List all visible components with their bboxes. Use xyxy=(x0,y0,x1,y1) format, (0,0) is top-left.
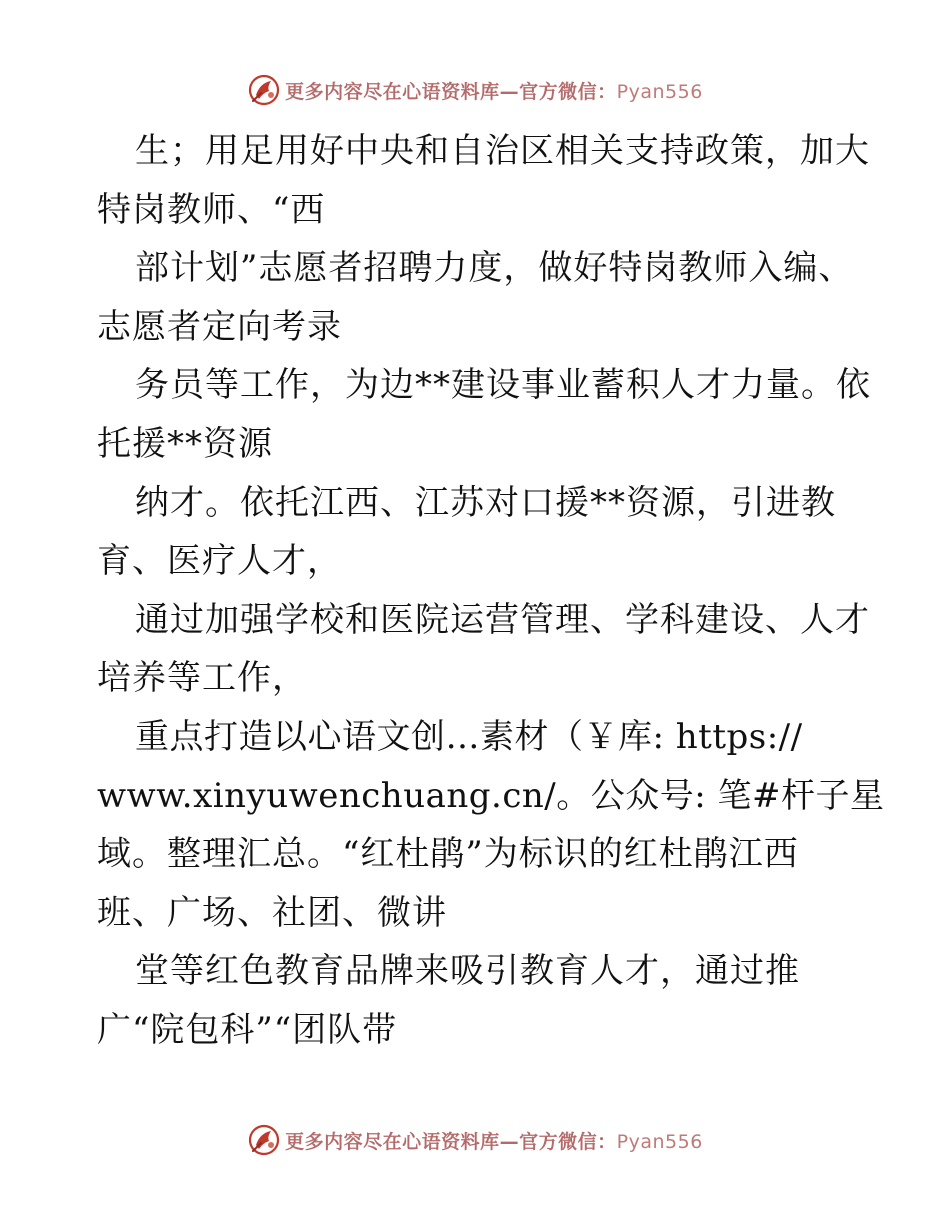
text-line: 务员等工作，为边**建设事业蓄积人才力量。依 xyxy=(135,365,871,406)
text-line: 堂等红色教育品牌来吸引教育人才，通过推 xyxy=(135,951,800,992)
banner-message: 更多内容尽在心语资料库—官方微信： xyxy=(285,1130,617,1153)
text-line: 部计划”志愿者招聘力度，做好特岗教师入编、 xyxy=(135,248,854,289)
text-line: 域。整理汇总。“红杜鹃”为标识的红杜鹃江西 xyxy=(97,834,799,875)
text-line: 广“院包科”“团队带 xyxy=(97,1009,398,1050)
banner-text xyxy=(285,1127,703,1154)
document-body xyxy=(97,122,885,1060)
banner-message: 更多内容尽在心语资料库—官方微信： xyxy=(285,80,617,103)
banner-text xyxy=(285,77,703,104)
text-line: 通过加强学校和医院运营管理、学科建设、人才 xyxy=(135,599,870,640)
text-line: 培养等工作， xyxy=(97,658,307,699)
text-line: 生；用足用好中央和自治区相关支持政策，加大 xyxy=(135,131,870,171)
text-line: 志愿者定向考录 xyxy=(97,306,342,347)
text-line: 纳才。依托江西、江苏对口援**资源，引进教 xyxy=(135,482,836,523)
writing-hand-logo-icon xyxy=(247,1123,281,1157)
writing-hand-logo-icon xyxy=(247,73,281,107)
text-line: 重点打造以心语文创…素材（￥库: https:// xyxy=(135,716,803,757)
wechat-id: Pyan556 xyxy=(616,1130,703,1153)
text-line: 班、广场、社团、微讲 xyxy=(97,892,447,933)
footer-banner xyxy=(0,1120,950,1160)
text-line: 特岗教师、“西 xyxy=(97,189,326,230)
header-banner xyxy=(0,70,950,110)
wechat-id: Pyan556 xyxy=(616,80,703,103)
text-line: 育、医疗人才， xyxy=(97,541,342,582)
text-line: www.xinyuwenchuang.cn/。公众号: 笔#杆子星 xyxy=(97,775,885,816)
text-line: 托援**资源 xyxy=(97,423,273,464)
